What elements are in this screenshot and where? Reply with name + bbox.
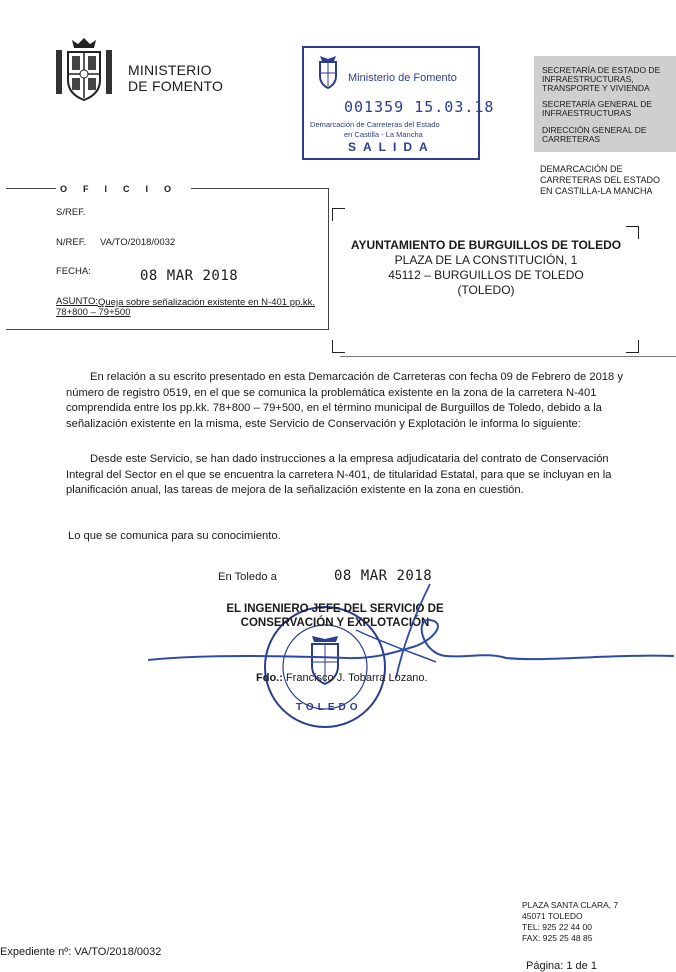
signer-title-line1: EL INGENIERO JEFE DEL SERVICIO DE xyxy=(226,603,444,615)
oficio-label: OFICIO xyxy=(56,184,191,194)
nref-value: VA/TO/2018/0032 xyxy=(100,237,176,248)
address-corner xyxy=(626,340,639,353)
stamp-title: Ministerio de Fomento xyxy=(348,72,457,84)
address-corner xyxy=(332,208,345,221)
secretariat-estado: SECRETARÍA DE ESTADO DE INFRAESTRUCTURAS, TRANSPORTE Y VIVIENDA xyxy=(542,65,661,93)
direccion-general: DIRECCIÓN GENERAL DE CARRETERAS xyxy=(542,125,647,144)
recipient-street: PLAZA DE LA CONSTITUCIÓN, 1 xyxy=(394,253,578,267)
stamp-region: en Castilla - La Mancha xyxy=(344,130,423,139)
address-corner xyxy=(332,340,345,353)
fecha-value: 08 MAR 2018 xyxy=(140,268,239,284)
signer-title-line2: CONSERVACIÓN Y EXPLOTACIÓN xyxy=(240,617,430,629)
signer-name: Francisco J. Tobarra Lozano. xyxy=(285,672,428,684)
stamp-number: 001359 15.03.18 xyxy=(344,98,495,116)
text-line: planificación anual, las tareas de mejora de la señalización existente en la zona en cuestión. xyxy=(66,484,524,496)
page-number: Página: 1 de 1 xyxy=(526,960,597,972)
ministry-line1: MINISTERIO xyxy=(128,62,212,78)
recipient-name: AYUNTAMIENTO DE BURGUILLOS DE TOLEDO xyxy=(350,238,622,252)
signer-line xyxy=(256,672,428,684)
asunto-line2: 78+800 – 79+500 xyxy=(56,307,131,318)
text-line: En relación a su escrito presentado en esta Demarcación de Carreteras con fecha 09 de Febrero de 2018 y xyxy=(90,371,623,383)
footer-address-line: TEL: 925 22 44 00 xyxy=(522,922,592,932)
text-line: número de registro 0519, en el que se comunica la problemática existente en la zona de la carretera N-401 xyxy=(66,386,597,399)
footer-address-line: FAX: 925 25 48 85 xyxy=(522,933,593,943)
text-line: señalización existente en la misma, este Servicio de Conservación y Explotación le informa lo siguiente: xyxy=(66,417,581,430)
text-line: Integral del Sector en el que se encuentra la carretera N-401, de titularidad Estatal, para que se incluyan en la xyxy=(66,468,612,481)
ministry-name xyxy=(128,62,223,94)
nref-label: N/REF. xyxy=(56,237,87,248)
signature-date: 08 MAR 2018 xyxy=(334,568,433,584)
secretariat-box xyxy=(534,56,676,152)
registry-stamp xyxy=(302,46,495,160)
divider xyxy=(340,356,676,357)
place-text: En Toledo a xyxy=(218,571,277,583)
text-line: comprendida entre los pp.kk. 78+800 – 79+500, en el término municipal de Burguillos de Toledo, debido a la xyxy=(66,402,602,414)
stamp-crest-icon xyxy=(314,56,342,90)
asunto-line1: Queja sobre señalización existente en N-401 pp.kk. xyxy=(98,297,316,308)
footer-address-line: PLAZA SANTA CLARA, 7 xyxy=(522,900,619,910)
footer-address-line: 45071 TOLEDO xyxy=(522,911,583,921)
body-paragraph-1 xyxy=(66,370,662,432)
fdo-label: Fdo.: xyxy=(256,672,283,684)
closing-line: Lo que se comunica para su conocimiento. xyxy=(68,530,281,542)
recipient-city: 45112 – BURGUILLOS DE TOLEDO xyxy=(388,268,584,282)
expediente-number: Expediente nº: VA/TO/2018/0032 xyxy=(0,946,162,958)
footer-address xyxy=(522,900,618,944)
fecha-label: FECHA: xyxy=(56,266,91,277)
seal-city: TOLEDO xyxy=(296,702,362,713)
demarcacion-line: DEMARCACIÓN DE xyxy=(540,164,623,174)
secretariat-general: SECRETARÍA GENERAL DE INFRAESTRUCTURAS xyxy=(542,99,653,118)
demarcacion-block xyxy=(540,164,660,197)
recipient-address xyxy=(338,238,634,298)
ministry-line2: DE FOMENTO xyxy=(128,78,224,94)
text-line: Desde este Servicio, se han dado instrucciones a la empresa adjudicataria del contrato de Conservación xyxy=(90,453,609,465)
coat-of-arms-icon xyxy=(52,36,116,106)
oficio-box xyxy=(6,188,329,330)
recipient-province: (TOLEDO) xyxy=(457,283,515,297)
sref-label: S/REF. xyxy=(56,207,86,218)
demarcacion-line: CARRETERAS DEL ESTADO xyxy=(540,175,661,185)
body-paragraph-2 xyxy=(66,452,662,499)
demarcacion-line: EN CASTILLA-LA MANCHA xyxy=(540,186,653,196)
stamp-demarcacion: Demarcación de Carreteras del Estado xyxy=(310,120,440,129)
stamp-salida: SALIDA xyxy=(348,140,435,154)
asunto-label: ASUNTO: xyxy=(56,296,99,307)
